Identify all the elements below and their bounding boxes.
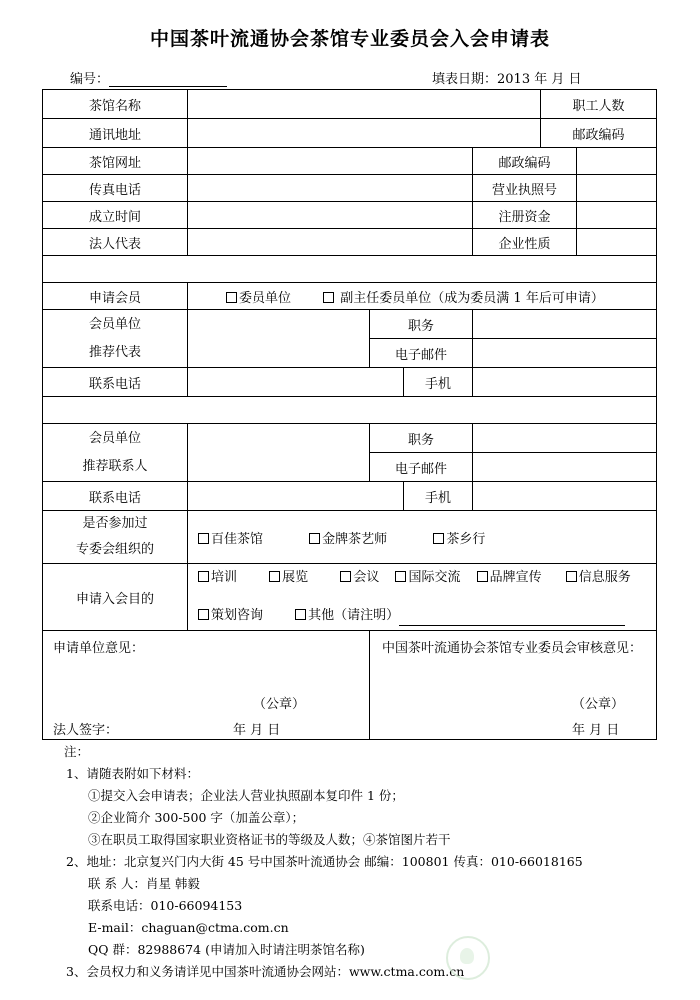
option-other[interactable]: 其他（请注明）: [295, 606, 625, 626]
applicant-opinion-title: 申请单位意见：: [53, 641, 145, 656]
label-address: 通讯地址: [43, 119, 188, 148]
application-form-table: [42, 89, 657, 740]
capital-field[interactable]: [577, 202, 657, 229]
label-rep2-position: 职务: [370, 424, 473, 453]
checkbox-icon[interactable]: [323, 292, 334, 303]
option-exhibition[interactable]: 展览: [269, 568, 308, 588]
label-rep2-phone: 联系电话: [43, 482, 188, 511]
option-top100-teahouse[interactable]: 百佳茶馆: [198, 528, 263, 547]
checkbox-icon[interactable]: [198, 533, 209, 544]
applicant-opinion-cell[interactable]: [43, 631, 370, 740]
checkbox-icon[interactable]: [566, 571, 577, 582]
option-brand-promo[interactable]: 品牌宣传: [477, 568, 542, 588]
label-participated: 是否参加过 专委会组织的: [43, 511, 188, 564]
postcode-field[interactable]: [577, 148, 657, 175]
rep2-phone-field[interactable]: [188, 482, 404, 511]
option-training[interactable]: 培训: [198, 568, 237, 588]
serial-field[interactable]: [109, 72, 227, 87]
note-contact-person: 联 系 人：肖星 韩毅: [88, 876, 200, 891]
rep2-mobile-field[interactable]: [473, 482, 657, 511]
checkbox-icon[interactable]: [395, 571, 406, 582]
note-3-website: 3、会员权力和义务请详见中国茶叶流通协会网站：www.ctma.com.cn: [66, 964, 465, 979]
label-rep1-mobile: 手机: [404, 368, 473, 397]
label-nature: 企业性质: [473, 229, 577, 256]
checkbox-icon[interactable]: [309, 533, 320, 544]
option-consulting[interactable]: 策划咨询: [198, 606, 263, 626]
label-rep1-phone: 联系电话: [43, 368, 188, 397]
note-qq-group: QQ 群：82988674 (申请加入时请注明茶馆名称): [88, 942, 365, 957]
label-apply-member: 申请会员: [43, 283, 188, 310]
serial-label: 编号：: [70, 72, 110, 87]
option-intl-exchange[interactable]: 国际交流: [395, 568, 460, 588]
blank-row: [43, 397, 657, 424]
label-purpose: 申请入会目的: [43, 564, 188, 631]
option-info-service[interactable]: 信息服务: [566, 568, 631, 588]
option-tea-village-tour[interactable]: 茶乡行: [433, 528, 485, 547]
label-rep2-mobile: 手机: [404, 482, 473, 511]
form-title: 中国茶叶流通协会茶馆专业委员会入会申请表: [149, 28, 550, 50]
label-capital: 注册资金: [473, 202, 577, 229]
checkbox-icon[interactable]: [198, 609, 209, 620]
note-2-address: 2、地址：北京复兴门内大街 45 号中国茶叶流通协会 邮编：100801 传真：010-66018165: [66, 854, 583, 869]
note-1-item-1: ①提交入会申请表；企业法人营业执照副本复印件 1 份；: [88, 788, 404, 803]
option-conference[interactable]: 会议: [340, 568, 379, 588]
license-field[interactable]: [577, 175, 657, 202]
committee-opinion-cell[interactable]: [370, 631, 657, 740]
rep1-phone-field[interactable]: [188, 368, 404, 397]
purpose-options: [188, 564, 657, 631]
option-gold-tea-artist[interactable]: 金牌茶艺师: [309, 528, 387, 547]
option-vice-director-unit[interactable]: 副主任委员单位（成为委员满 1 年后可申请）: [323, 287, 604, 306]
fill-date: 填表日期：2013 年 月 日: [432, 72, 582, 87]
label-rep1: 会员单位 推荐代表: [43, 310, 188, 368]
checkbox-icon[interactable]: [198, 571, 209, 582]
label-rep2-email: 电子邮件: [370, 453, 473, 482]
legal-rep-field[interactable]: [188, 229, 473, 256]
note-email: E-mail：chaguan@ctma.com.cn: [88, 920, 289, 935]
committee-date: 年 月 日: [572, 723, 620, 738]
rep1-name-field[interactable]: [188, 310, 370, 368]
label-staff-count: 职工人数: [541, 90, 657, 119]
label-postcode: 邮政编码: [541, 119, 657, 148]
label-postcode-2: 邮政编码: [473, 148, 577, 175]
tea-house-name-field[interactable]: [188, 90, 541, 119]
address-field[interactable]: [188, 119, 541, 148]
checkbox-icon[interactable]: [295, 609, 306, 620]
checkbox-icon[interactable]: [340, 571, 351, 582]
note-1: 1、请随表附如下材料：: [66, 766, 199, 781]
label-rep2: 会员单位 推荐联系人: [43, 424, 188, 482]
applicant-date: 年 月 日: [233, 723, 281, 738]
label-rep1-position: 职务: [370, 310, 473, 339]
website-field[interactable]: [188, 148, 473, 175]
legal-signature-label: 法人签字：: [53, 723, 119, 738]
fax-field[interactable]: [188, 175, 473, 202]
checkbox-icon[interactable]: [269, 571, 280, 582]
established-field[interactable]: [188, 202, 473, 229]
label-tea-house-name: 茶馆名称: [43, 90, 188, 119]
watermark-logo-icon: [446, 936, 490, 980]
label-fax: 传真电话: [43, 175, 188, 202]
rep1-mobile-field[interactable]: [473, 368, 657, 397]
rep1-position-field[interactable]: [473, 310, 657, 339]
rep1-email-field[interactable]: [473, 339, 657, 368]
apply-options: [188, 283, 657, 310]
committee-opinion-title: 中国茶叶流通协会茶馆专业委员会审核意见：: [382, 641, 643, 656]
label-rep1-email: 电子邮件: [370, 339, 473, 368]
label-legal-rep: 法人代表: [43, 229, 188, 256]
note-heading: 注：: [64, 744, 90, 759]
checkbox-icon[interactable]: [433, 533, 444, 544]
participated-options: [188, 511, 657, 564]
nature-field[interactable]: [577, 229, 657, 256]
note-1-item-3: ③在职员工取得国家职业资格证书的等级及人数；④茶馆图片若干: [88, 832, 451, 847]
note-1-item-2: ②企业简介 300-500 字（加盖公章）；: [88, 810, 305, 825]
note-contact-phone: 联系电话：010-66094153: [88, 898, 243, 913]
serial-number: [70, 68, 227, 87]
checkbox-icon[interactable]: [477, 571, 488, 582]
applicant-seal: （公章）: [253, 697, 306, 712]
rep2-position-field[interactable]: [473, 424, 657, 453]
other-field[interactable]: [399, 613, 625, 626]
label-established: 成立时间: [43, 202, 188, 229]
checkbox-icon[interactable]: [226, 292, 237, 303]
blank-row: [43, 256, 657, 283]
option-committee-unit[interactable]: 委员单位: [226, 287, 291, 306]
label-website: 茶馆网址: [43, 148, 188, 175]
rep2-email-field[interactable]: [473, 453, 657, 482]
label-license: 营业执照号: [473, 175, 577, 202]
rep2-name-field[interactable]: [188, 424, 370, 482]
committee-seal: （公章）: [572, 697, 625, 712]
